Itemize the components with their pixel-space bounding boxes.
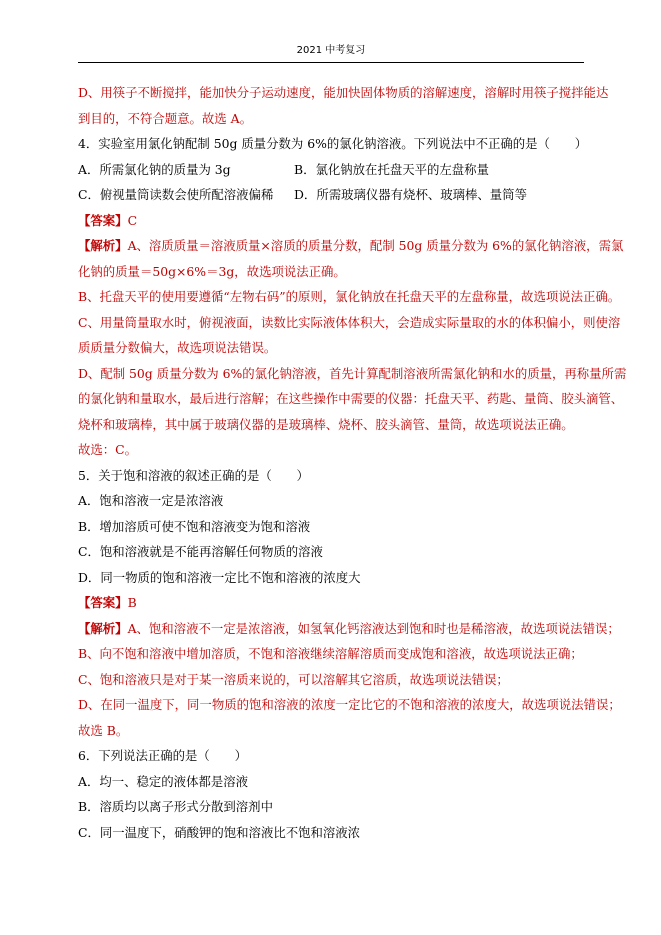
page-header: 2021 中考复习 xyxy=(296,45,366,56)
answer-label: 【答案】 xyxy=(78,595,128,610)
analysis-line: D、配制 50g 质量分数为 6%的氯化钠溶液，首先计算配制溶液所需氯化钠和水的质量，再称量所需 xyxy=(78,365,627,381)
answer-value: C xyxy=(127,212,138,228)
question-4-stem: 4．实验室用氯化钠配制 50g 质量分数为 6%的氯化钠溶液。下列说法中不正确的是（ ） xyxy=(78,136,588,151)
answer-value: B xyxy=(127,595,137,610)
header-divider xyxy=(78,62,584,63)
option-b: B．氯化钠放在托盘天平的左盘称量 xyxy=(294,161,489,177)
analysis-line: 质质量分数偏大，故选项说法错误。 xyxy=(78,340,277,355)
document-body xyxy=(78,80,627,845)
analysis-line: B、向不饱和溶液中增加溶质，不饱和溶液继续溶解溶质而变成饱和溶液，故选项说法正确； xyxy=(78,646,583,661)
question-6-stem: 6．下列说法正确的是（ ） xyxy=(78,748,247,763)
option-d: D．同一物质的饱和溶液一定比不饱和溶液的浓度大 xyxy=(78,569,361,585)
analysis-text: A、饱和溶液不一定是浓溶液，如氢氧化钙溶液达到饱和时也是稀溶液，故选项说法错误； xyxy=(127,620,620,636)
question-4-options-row xyxy=(78,157,584,183)
option-c: C．饱和溶液就是不能再溶解任何物质的溶液 xyxy=(78,544,323,559)
prev-analysis-line: 到目的，不符合题意。故选 A。 xyxy=(78,110,252,126)
analysis-conclusion: 故选 B。 xyxy=(78,722,129,738)
analysis-line: 烧杯和玻璃棒，其中属于玻璃仪器的是玻璃棒、烧杯、胶头滴管、量筒，故选项说法正确。 xyxy=(78,416,574,432)
analysis-line: C、用量筒量取水时，俯视液面，读数比实际液体体积大，会造成实际量取的水的体积偏小，则使溶 xyxy=(78,314,621,330)
option-c: C．俯视量筒读数会使所配溶液偏稀 xyxy=(78,187,274,202)
analysis-conclusion: 故选：C。 xyxy=(78,442,138,457)
option-c: C．同一温度下，硝酸钾的饱和溶液比不饱和溶液浓 xyxy=(78,824,361,840)
analysis-line: D、在同一温度下，同一物质的饱和溶液的浓度一定比它的不饱和溶液的浓度大，故选项说法错误； xyxy=(78,697,621,712)
option-b: B．增加溶质可使不饱和溶液变为饱和溶液 xyxy=(78,518,311,534)
option-a: A．饱和溶液一定是浓溶液 xyxy=(78,493,224,508)
option-a: A．均一、稳定的液体都是溶液 xyxy=(78,773,249,789)
question-5-stem: 5．关于饱和溶液的叙述正确的是（ ） xyxy=(78,467,309,483)
prev-analysis-line: D、用筷子不断搅拌，能加快分子运动速度，能加快固体物质的溶解速度，溶解时用筷子搅拌能达 xyxy=(78,85,609,100)
option-a: A．所需氯化钠的质量为 3g xyxy=(78,161,231,177)
analysis-line: B、托盘天平的使用要遵循“左物右码”的原则，氯化钠放在托盘天平的左盘称量，故选项说法正确。 xyxy=(78,289,621,304)
answer-label: 【答案】 xyxy=(78,212,128,228)
question-4-options-row xyxy=(78,182,584,208)
option-d: D．所需玻璃仪器有烧杯、玻璃棒、量筒等 xyxy=(294,187,527,202)
analysis-label: 【解析】 xyxy=(78,238,128,253)
question-5-answer xyxy=(78,590,584,616)
analysis-label: 【解析】 xyxy=(78,620,128,636)
question-5-analysis xyxy=(78,616,620,642)
analysis-line: 的氯化钠和量取水，最后进行溶解；在这些操作中需要的仪器：托盘天平、药匙、量筒、胶头滴管、 xyxy=(78,391,624,406)
analysis-text: A、溶质质量＝溶液质量×溶质的质量分数，配制 50g 质量分数为 6%的氯化钠溶液，需氯 xyxy=(127,238,624,253)
analysis-line: C、饱和溶液只是对于某一溶质来说的，可以溶解其它溶质，故选项说法错误； xyxy=(78,671,509,687)
analysis-line: 化钠的质量＝50g×6%＝3g，故选项说法正确。 xyxy=(78,263,346,279)
option-b: B．溶质均以离子形式分散到溶剂中 xyxy=(78,799,273,814)
question-4-analysis xyxy=(78,233,624,259)
question-4-answer xyxy=(78,208,584,234)
